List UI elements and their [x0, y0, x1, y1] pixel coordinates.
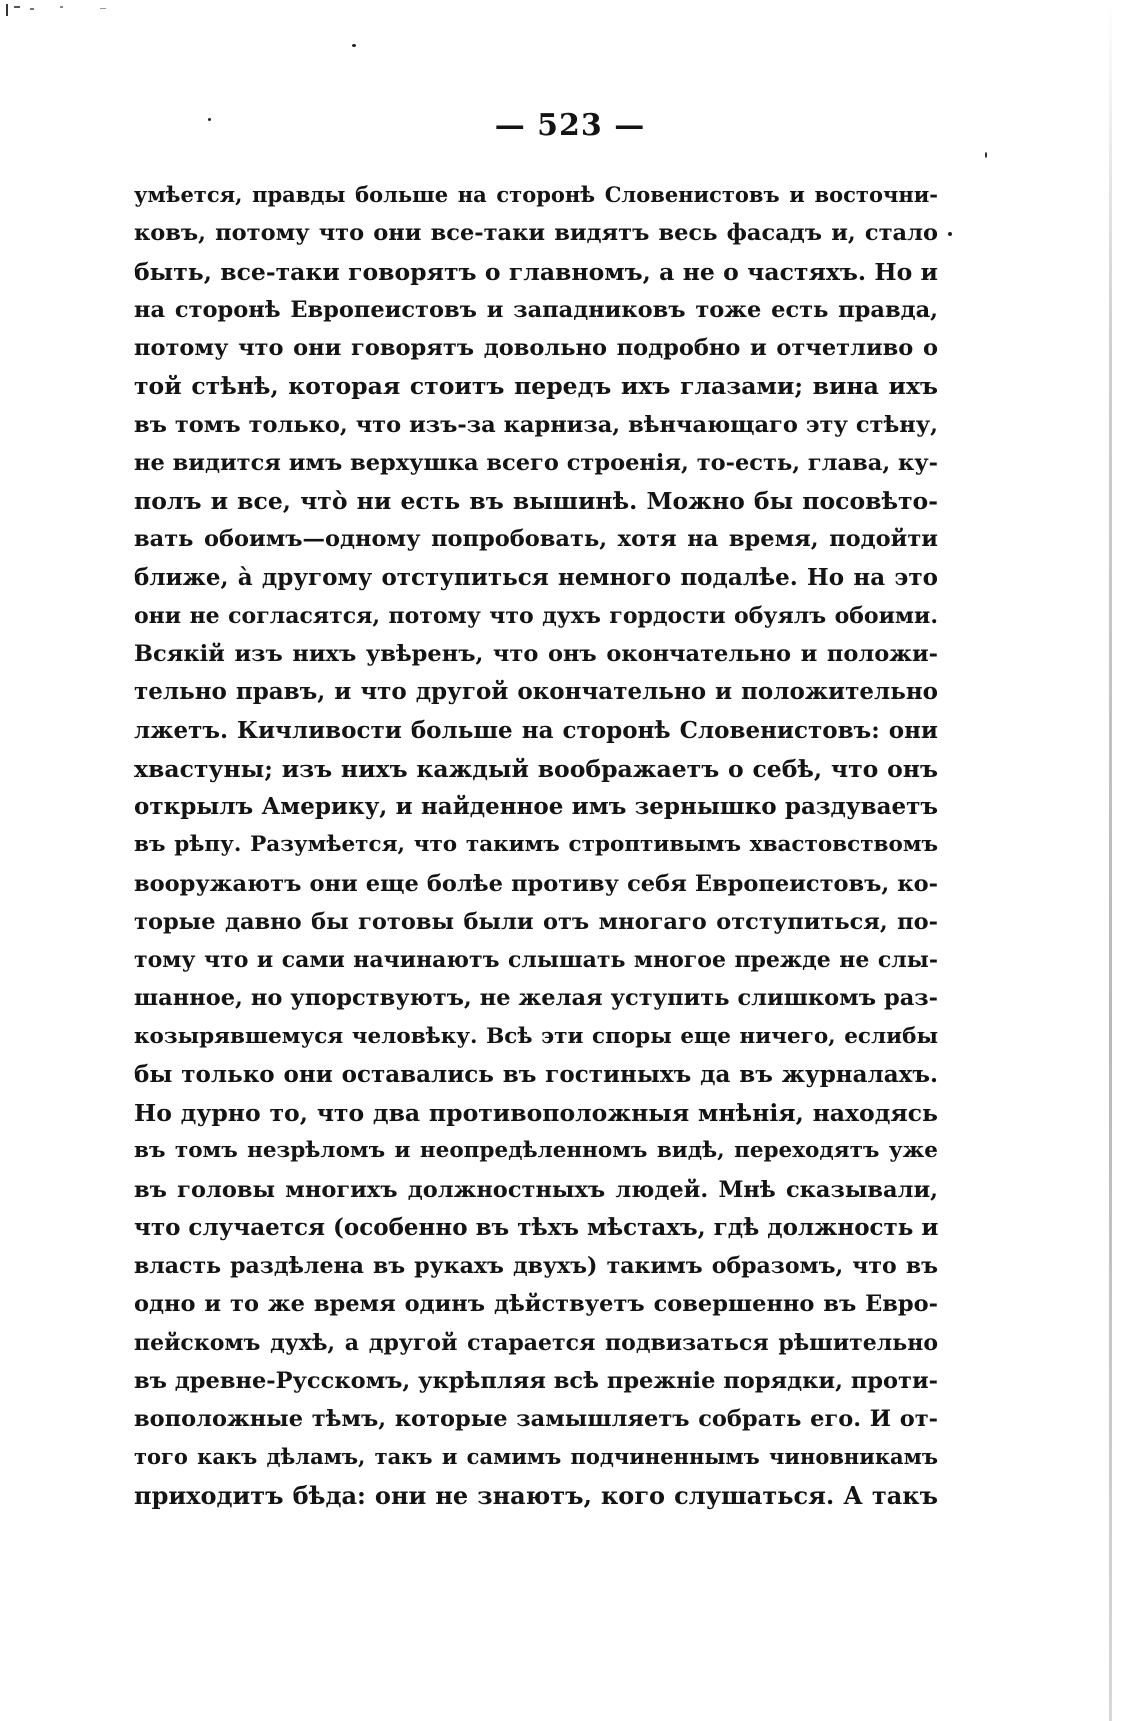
text-line: вооружаютъ они еще болѣе противу себя Европеистовъ, ко-	[134, 870, 938, 897]
text-line: козырявшемуся человѣку. Всѣ эти споры еще ничего, еслибы	[134, 1023, 938, 1049]
text-line: въ головы многихъ должностныхъ людей. Мнѣ сказывали,	[134, 1176, 938, 1203]
text-line: торые давно бы готовы были отъ многаго отступиться, по-	[134, 908, 938, 935]
text-line: хвастуны; изъ нихъ каждый воображаетъ о себѣ, что онъ	[134, 754, 938, 783]
text-line: въ древне-Русскомъ, укрѣпляя всѣ прежніе порядки, проти-	[134, 1367, 938, 1394]
text-line: въ рѣпу. Разумѣется, что такимъ строптивымъ хвастовствомъ	[134, 832, 938, 858]
text-line: быть, все-таки говорятъ о главномъ, а не о частяхъ. Но и	[134, 257, 938, 286]
scan-speck	[948, 232, 952, 236]
text-line: воположные тѣмъ, которые замышляетъ собрать его. И от-	[134, 1406, 938, 1432]
body-text	[134, 176, 938, 1515]
text-line: вать обоимъ—одному попробовать, хотя на время, подойти	[134, 526, 938, 553]
text-line: не видится имъ верхушка всего строенія, то-есть, глава, ку-	[134, 449, 938, 476]
text-line: того какъ дѣламъ, такъ и самимъ подчиненнымъ чиновникамъ	[134, 1444, 938, 1470]
text-line: пейскомъ духѣ, а другой старается подвизаться рѣшительно	[134, 1329, 938, 1356]
text-line: открылъ Америку, и найденное имъ зернышко раздуваетъ	[134, 793, 938, 820]
text-line: бы только они оставались въ гостиныхъ да въ журналахъ.	[134, 1060, 938, 1088]
page-edge-shadow	[1109, 0, 1112, 1721]
text-line: ковъ, потому что они все-таки видятъ весь фасадъ и, стало	[134, 220, 938, 247]
text-line: одно и то же время одинъ дѣйствуетъ совершенно въ Евро-	[134, 1291, 938, 1318]
scan-artifact	[0, 0, 130, 20]
text-line: потому что они говорятъ довольно подробно и отчетливо о	[134, 335, 938, 361]
scan-speck	[352, 44, 356, 47]
scan-speck	[985, 152, 987, 158]
text-line: власть раздѣлена въ рукахъ двухъ) такимъ образомъ, что въ	[134, 1253, 938, 1279]
text-line: Всякій изъ нихъ увѣренъ, что онъ окончательно и положи-	[134, 641, 938, 667]
text-line: тельно правъ, и что другой окончательно и положительно	[134, 678, 938, 706]
text-line: Но дурно то, что два противоположныя мнѣнія, находясь	[134, 1099, 938, 1127]
text-line: приходитъ бѣда: они не знаютъ, кого слушаться. А такъ	[134, 1480, 938, 1510]
page-number: — 523 —	[494, 108, 646, 143]
text-line: лжетъ. Кичливости больше на сторонѣ Словенистовъ: они	[134, 716, 938, 744]
text-line: они не согласятся, потому что духъ гордости обуялъ обоими.	[134, 602, 938, 629]
text-line: той стѣнѣ, которая стоитъ передъ ихъ глазами; вина ихъ	[134, 372, 938, 401]
text-line: въ томъ только, что изъ-за карниза, вѣнчающаго эту стѣну,	[134, 411, 938, 438]
text-line: шанное, но упорствуютъ, не желая уступить слишкомъ раз-	[134, 985, 938, 1012]
text-line: что случается (особенно въ тѣхъ мѣстахъ, гдѣ должность и	[134, 1213, 938, 1241]
text-line: полъ и все, чтò ни есть въ вышинѣ. Можно бы посовѣто-	[134, 487, 938, 515]
text-line: въ томъ незрѣломъ и неопредѣленномъ видѣ, переходятъ уже	[134, 1138, 938, 1164]
text-line: ближе, à другому отступиться немного подалѣе. Но на это	[134, 563, 938, 591]
text-line: умѣется, правды больше на сторонѣ Словенистовъ и восточни-	[134, 182, 938, 207]
text-line: на сторонѣ Европеистовъ и западниковъ тоже есть правда,	[134, 296, 938, 323]
text-line: тому что и сами начинаютъ слышать многое прежде не слы-	[134, 947, 938, 973]
